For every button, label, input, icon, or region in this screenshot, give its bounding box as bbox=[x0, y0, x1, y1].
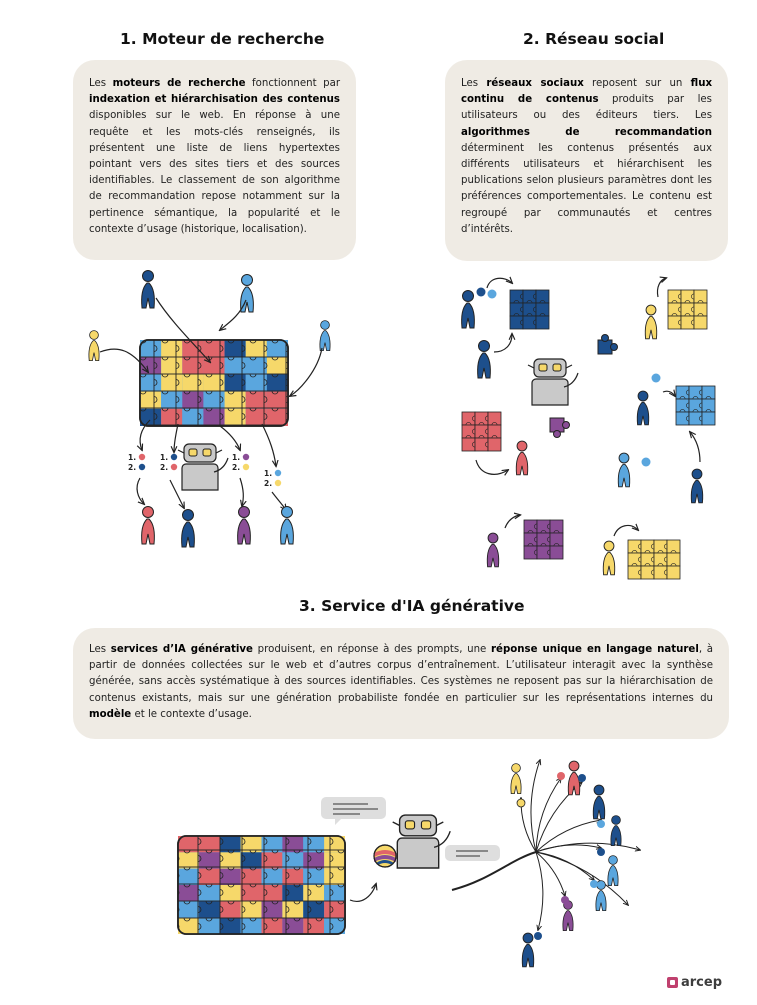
branch-arrow-icon bbox=[536, 852, 594, 880]
social-user bbox=[645, 305, 656, 339]
community-puzzle-icon bbox=[676, 386, 715, 425]
arrow-icon bbox=[690, 432, 700, 462]
search-user-top-left bbox=[142, 271, 155, 309]
data-globe-icon bbox=[374, 845, 396, 867]
arrow-icon bbox=[657, 278, 666, 297]
arrow-icon bbox=[137, 478, 144, 504]
content-dot bbox=[597, 820, 605, 828]
genai-user bbox=[511, 764, 521, 794]
search-result-user bbox=[281, 507, 294, 545]
arrow-icon bbox=[174, 424, 178, 452]
ranking-list bbox=[232, 453, 249, 472]
recommendation-piece-icon bbox=[550, 418, 570, 438]
community-puzzle-icon bbox=[628, 540, 680, 579]
arcep-logo-icon bbox=[667, 977, 678, 988]
search-result-user bbox=[238, 507, 251, 545]
content-dot bbox=[534, 932, 542, 940]
svg-text:1.: 1. bbox=[160, 453, 169, 462]
section-title-search-engine: 1. Moteur de recherche bbox=[120, 30, 325, 48]
arcep-logo-text: arcep bbox=[681, 975, 723, 990]
community-puzzle-icon bbox=[524, 520, 563, 559]
genai-user bbox=[593, 785, 604, 819]
genai-paragraph: Les services d’IA générative produisent, en réponse à des prompts, une réponse unique en langage naturel, à partir de données collectées sur le web et d’autres corpus d’entraînement. L’utilisateur interagit avec la synthèse générée, sans accès systématique à des sources identifiables. Ces systèmes ne reposent pas sur la hiérarchisation de contenus existants, mais sur une génération probabiliste fondée en particulier sur les représentations internes du modèle et le contexte d’usage. bbox=[89, 644, 713, 720]
social-user bbox=[516, 441, 527, 475]
svg-text:2.: 2. bbox=[264, 479, 273, 488]
content-dot bbox=[557, 772, 565, 780]
branch-arrow-icon bbox=[536, 843, 640, 852]
genai-user bbox=[608, 856, 618, 886]
svg-text:1.: 1. bbox=[264, 469, 273, 478]
social-user bbox=[487, 533, 498, 567]
search-result-user bbox=[142, 507, 155, 545]
search-result-user bbox=[182, 510, 195, 548]
recommendation-piece-icon bbox=[598, 335, 618, 355]
arrow-icon bbox=[487, 278, 512, 288]
section-title-social-network: 2. Réseau social bbox=[523, 30, 665, 48]
arrow-icon bbox=[476, 460, 508, 474]
arcep-logo bbox=[667, 975, 722, 990]
content-dot bbox=[642, 458, 651, 467]
search-user-right bbox=[320, 321, 330, 351]
arrow-icon bbox=[220, 426, 240, 450]
training-corpus-puzzle bbox=[178, 836, 345, 934]
genai-robot-icon bbox=[393, 815, 451, 868]
arrow-icon bbox=[240, 478, 243, 506]
content-dot bbox=[477, 288, 486, 297]
content-dot bbox=[590, 880, 598, 888]
content-dot bbox=[488, 290, 497, 299]
arrow-icon bbox=[290, 348, 322, 396]
genai-user bbox=[522, 933, 533, 967]
svg-text:2.: 2. bbox=[232, 463, 241, 472]
community-puzzle-icon bbox=[462, 412, 501, 451]
svg-text:2.: 2. bbox=[128, 463, 137, 472]
content-dot bbox=[517, 799, 525, 807]
arrow-icon bbox=[494, 334, 512, 352]
branch-arrow-icon bbox=[531, 760, 540, 852]
arrow-icon bbox=[505, 515, 520, 528]
svg-text:2.: 2. bbox=[160, 463, 169, 472]
social-user bbox=[478, 341, 491, 379]
content-dot bbox=[578, 774, 586, 782]
social-user bbox=[618, 453, 629, 487]
content-dot bbox=[561, 896, 569, 904]
social-user bbox=[603, 541, 614, 575]
content-dot bbox=[597, 848, 605, 856]
branch-arrow-icon bbox=[536, 852, 543, 930]
ranking-list bbox=[128, 453, 145, 472]
social-user bbox=[462, 291, 475, 329]
genai-user bbox=[563, 901, 573, 931]
svg-text:1.: 1. bbox=[232, 453, 241, 462]
community-puzzle-icon bbox=[668, 290, 707, 329]
search-engine-robot-icon bbox=[178, 444, 228, 490]
arrow-icon bbox=[262, 424, 276, 466]
social-network-robot-icon bbox=[528, 359, 578, 405]
content-dot bbox=[652, 374, 661, 383]
genai-user bbox=[611, 816, 621, 846]
search-user-left bbox=[89, 331, 99, 361]
branch-arrow-icon bbox=[536, 820, 601, 852]
social-user bbox=[637, 391, 648, 425]
arrow-icon bbox=[350, 884, 376, 901]
ranking-list bbox=[264, 469, 281, 488]
response-speech-bubble-icon bbox=[445, 845, 500, 861]
community-puzzle-icon bbox=[510, 290, 549, 329]
social-user bbox=[691, 469, 702, 503]
arrow-icon bbox=[663, 391, 675, 396]
response-branches bbox=[521, 760, 640, 930]
prompt-speech-bubble-icon bbox=[321, 797, 386, 825]
section-title-genai-service: 3. Service d'IA générative bbox=[299, 597, 525, 615]
social-network-paragraph: Les réseaux sociaux reposent sur un flux continu de contenus produits par les utilisateurs ou des éditeurs tiers. Les algorithmes de recommandation déterminent les contenus présentés aux différents utilisateurs et hiérarchisent les publications selon plusieurs paramètres dont les préférences comportementales. Le contenu est regroupé par communautés et centres d’intérêts. bbox=[461, 78, 713, 235]
branch-arrow-icon bbox=[536, 845, 601, 852]
search-engine-paragraph: Les moteurs de recherche fonctionnent par indexation et hiérarchisation des contenus disponibles sur le web. En réponse à une requête et les mots-clés renseignés, ils présentent une liste de liens hypertextes pointant vers des sites tiers et des sources identifiables. Le classement de son algorithme de recommandation repose notamment sur la pertinence sémantique, la popularité et le contexte d’usage (historique, localisation). bbox=[89, 78, 341, 235]
ranking-list bbox=[160, 453, 177, 472]
arrow-icon bbox=[614, 525, 638, 536]
search-engine-index-puzzle bbox=[140, 340, 288, 426]
svg-text:1.: 1. bbox=[128, 453, 137, 462]
